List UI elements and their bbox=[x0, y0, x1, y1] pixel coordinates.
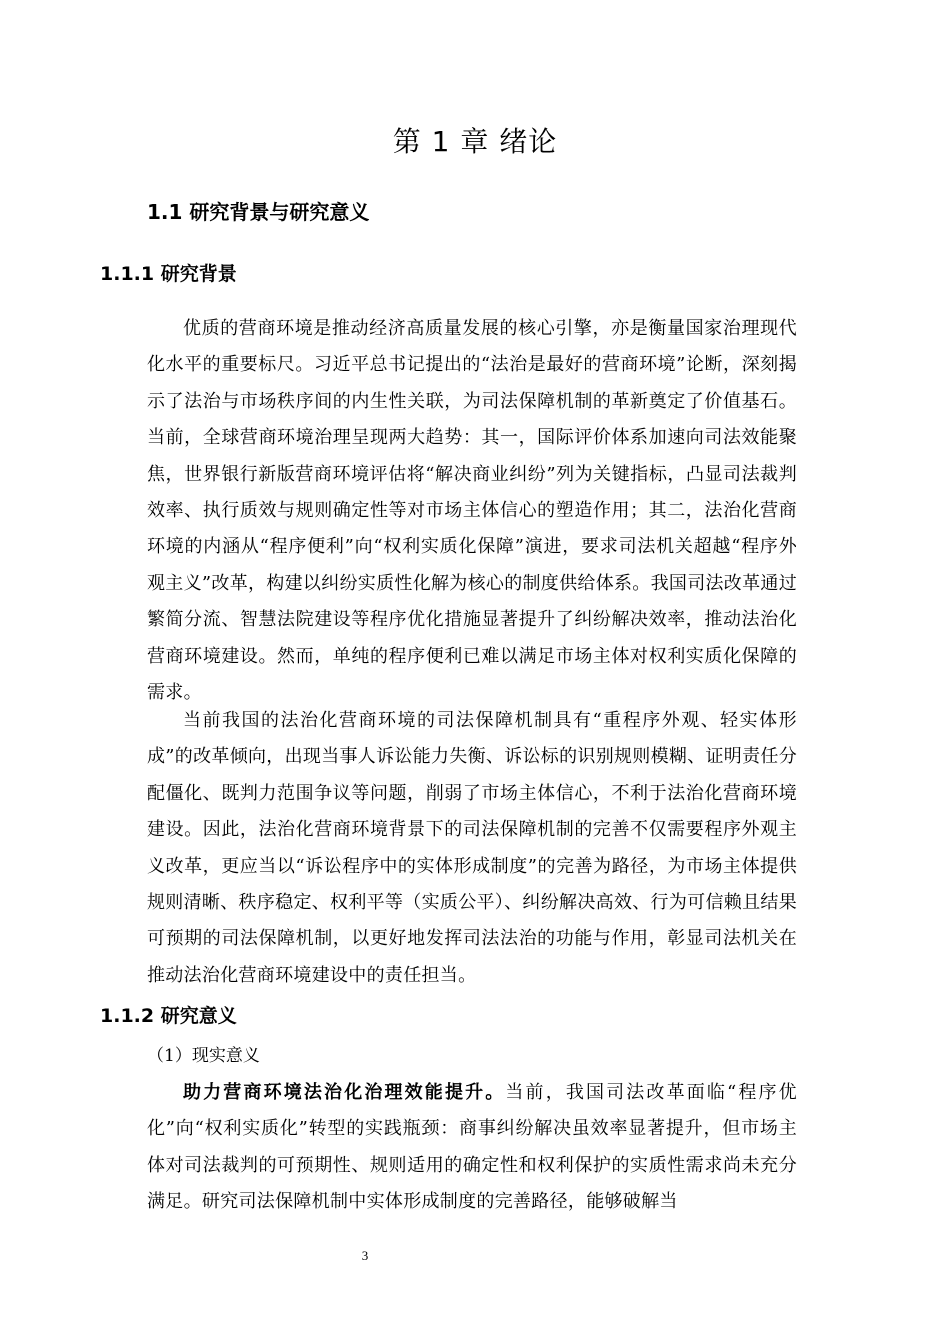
paragraph-background-2: 当前我国的法治化营商环境的司法保障机制具有“重程序外观、轻实体形成”的改革倾向，出现当事人诉讼能力失衡、诉讼标的识别规则模糊、证明责任分配僵化、既判力范围争议等问题，削弱了市场主体信心，不利于法治化营商环境建设。因此，法治化营商环境背景下的司法保障机制的完善不仅需要程序外观主义改革，更应当以“诉讼程序中的实体形成制度”的完善为路径，为市场主体提供规则清晰、秩序稳定、权利平等（实质公平）、纠纷解决高效、行为可信赖且结果可预期的司法保障机制，以更好地发挥司法法治的功能与作用，彰显司法机关在推动法治化营商环境建设中的责任担当。 bbox=[147, 710, 797, 986]
chapter-title: 第 1 章 绪论 bbox=[392, 125, 558, 158]
subsection-heading-significance: 1.1.2 研究意义 bbox=[100, 1005, 237, 1027]
paragraph-background-1: 优质的营商环境是推动经济高质量发展的核心引擎，亦是衡量国家治理现代化水平的重要标尺。习近平总书记提出的“法治是最好的营商环境”论断，深刻揭示了法治与市场秩序间的内生性关联，为司法保障机制的革新奠定了价值基石。当前，全球营商环境治理呈现两大趋势：其一，国际评价体系加速向司法效能聚焦，世界银行新版营商环境评估将“解决商业纠纷”列为关键指标，凸显司法裁判效率、执行质效与规则确定性等对市场主体信心的塑造作用；其二，法治化营商环境的内涵从“程序便利”向“权利实质化保障”演进，要求司法机关超越“程序外观主义”改革，构建以纠纷实质性化解为核心的制度供给体系。我国司法改革通过繁简分流、智慧法院建设等程序优化措施显著提升了纠纷解决效率，推动法治化营商环境建设。然而，单纯的程序便利已难以满足市场主体对权利实质化保障的需求。 bbox=[147, 318, 797, 704]
paragraph-significance bbox=[147, 1075, 797, 1221]
significance-lead: 助力营商环境法治化治理效能提升。 bbox=[183, 1082, 506, 1103]
page-number: 3 bbox=[361, 1248, 369, 1263]
section-heading: 1.1 研究背景与研究意义 bbox=[147, 200, 370, 224]
subsection-heading-background: 1.1.1 研究背景 bbox=[100, 263, 237, 285]
significance-body: 当前，我国司法改革面临“程序优化”向“权利实质化”转型的实践瓶颈：商事纠纷解决虽效率显著提升，但市场主体对司法裁判的可预期性、规则适用的确定性和权利保护的实质性需求尚未充分满足。研究司法保障机制中实体形成制度的完善路径，能够破解当 bbox=[147, 1082, 797, 1213]
significance-label: （1）现实意义 bbox=[147, 1046, 260, 1066]
